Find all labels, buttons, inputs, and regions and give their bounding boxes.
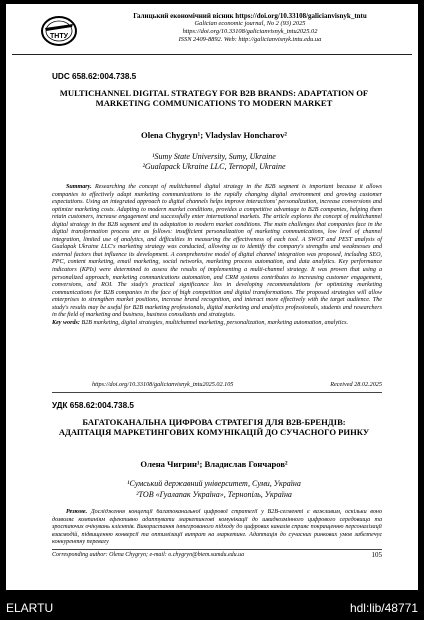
journal-header — [12, 8, 412, 55]
keywords-label-en: Key words: — [52, 319, 80, 326]
affiliation-1-ua: ¹Сумський державний університет, Суми, Україна — [127, 479, 301, 488]
summary-text-en: Researching the concept of multichannel digital strategy in the B2B segment is important because it allows companies to effectively adapt marketing communications to the rapidly changing digital environment and growing customer expectations. Using an integrated approach to digital channels helps improve interactions' personalization, increase conversions and optimize marketing costs. Adapting to modern market conditions, provides a competitive advantage to B2B companies, helping them retain customers, increase engagement and successfully enter international markets. The article explores the concept of multichannel digital strategy in the B2B segment and its adaptation to modern market conditions. The main challenges that companies face in the digital transformation process are as follows: insufficient personalization of marketing communications, low level of channel integration, limited use of analytics, and difficulties in measuring the effectiveness of each tool. A SWOT and PEST analysis of Gualapak Ukraine LLC's marketing strategy was conducted, allowing us to identify the company's strengths and weaknesses and external factors that influence its development. A comprehensive model of digital channel integration was proposed, including SEO, PPC, content marketing, email marketing, social networks, marketing process automation, and data analytics. Key performance indicators (KPIs) were determined to assess the results of implementing a multi-channel strategy. It was proven that using a personalized approach, marketing communications automation, and CRM systems contributes to increasing customer engagement, conversions, and ROI. The study's practical significance lies in developing recommendations for optimizing marketing communications for B2B companies in the face of high competition and digital transformations. The proposed strategies will allow enterprises to strengthen market positions, increase brand recognition, and interact more effectively with the target audience. The study's results may be useful for B2B marketing professionals, digital marketing and analytics professionals, students and researchers in the field of marketing and business, business consultants and strategists. — [52, 184, 382, 319]
journal-doi[interactable]: https://doi.org/10.33108/galicianvisnyk_tntu2025.02 — [182, 28, 318, 35]
journal-logo — [39, 14, 79, 48]
summary-label-en: Summary. — [66, 184, 92, 190]
journal-issue: Galician economic journal, No 2 (93) 2025 — [194, 20, 306, 27]
article-doi[interactable]: https://doi.org/10.33108/galicianvisnyk_tntu2025.02.105 — [92, 381, 234, 388]
section-divider — [52, 392, 382, 393]
page-footer — [52, 552, 382, 558]
summary-text-ua: Дослідження концепції багатоканальної цифрової стратегії у B2B-сегменті є важливим, оскільки воно дозволяє компаніям ефективно адаптувати маркетингові комунікації до швидкозмінного цифрового середовища та зростаючих очікувань клієнтів. Використання інтегрованого підходу до цифрових каналів сприяє покращенню персоналізації взаємодій, підвищенню конверсії та оптимізації витрат на маркетинг. Адаптація до сучасних ринкових умов забезпечує конкурентну перевагу — [52, 509, 382, 546]
abstract-ua — [52, 509, 382, 547]
journal-title-ua: Галицький економічний вісник https://doi.org/10.33108/galicianvisnyk_tntu — [133, 12, 367, 20]
corresponding-author: Corresponding author: Olena Chygryn; e-mail: o.chygryn@biem.sumdu.edu.ua — [52, 552, 245, 558]
document-page — [6, 4, 418, 590]
footer-divider — [52, 549, 382, 550]
keywords-text-en: B2B marketing, digital strategies, multichannel marketing, personalization, marketing automation, analytics. — [81, 319, 349, 326]
summary-label-ua: Резюме. — [66, 509, 88, 515]
udc-en: UDC 658.62:004.738.5 — [52, 72, 137, 81]
paper-title-ua: БАГАТОКАНАЛЬНА ЦИФРОВА СТРАТЕГІЯ ДЛЯ B2B-БРЕНДІВ: АДАПТАЦІЯ МАРКЕТИНГОВИХ КОМУНІКАЦІЙ ДО СУЧАСНОГО РИНКУ — [58, 417, 370, 437]
authors-en: Olena Chygryn¹; Vladyslav Honcharov² — [141, 130, 287, 140]
journal-issn: ISSN 2409-8892. Web: http://galicianvisnyk.tntu.edu.ua — [178, 36, 322, 43]
udc-ua: УДК 658.62:004.738.5 — [52, 401, 134, 410]
handle-id: hdl:lib/48771 — [349, 601, 418, 615]
logo-text: ТНТУ — [50, 33, 68, 40]
abstract-en — [52, 184, 382, 327]
authors-ua: Олена Чигрин¹; Владислав Гончаров² — [140, 459, 288, 469]
header-text — [90, 12, 410, 44]
received-date: Received 28.02.2025 — [330, 381, 382, 388]
paper-title-en: MULTICHANNEL DIGITAL STRATEGY FOR B2B BRANDS: ADAPTATION OF MARKETING COMMUNICATIONS TO MODERN MARKET — [59, 88, 369, 108]
viewer-bottom-bar — [0, 598, 424, 620]
affiliation-1-en: ¹Sumy State University, Sumy, Ukraine — [152, 152, 276, 161]
affiliation-2-en: ²Gualapack Ukraine LLC, Ternopil, Ukraine — [142, 162, 286, 171]
page-number: 105 — [371, 551, 382, 559]
affiliation-2-ua: ²ТОВ «Гуалапак Україна», Тернопіль, Україна — [136, 490, 292, 499]
repository-name: ELARTU — [6, 601, 54, 615]
